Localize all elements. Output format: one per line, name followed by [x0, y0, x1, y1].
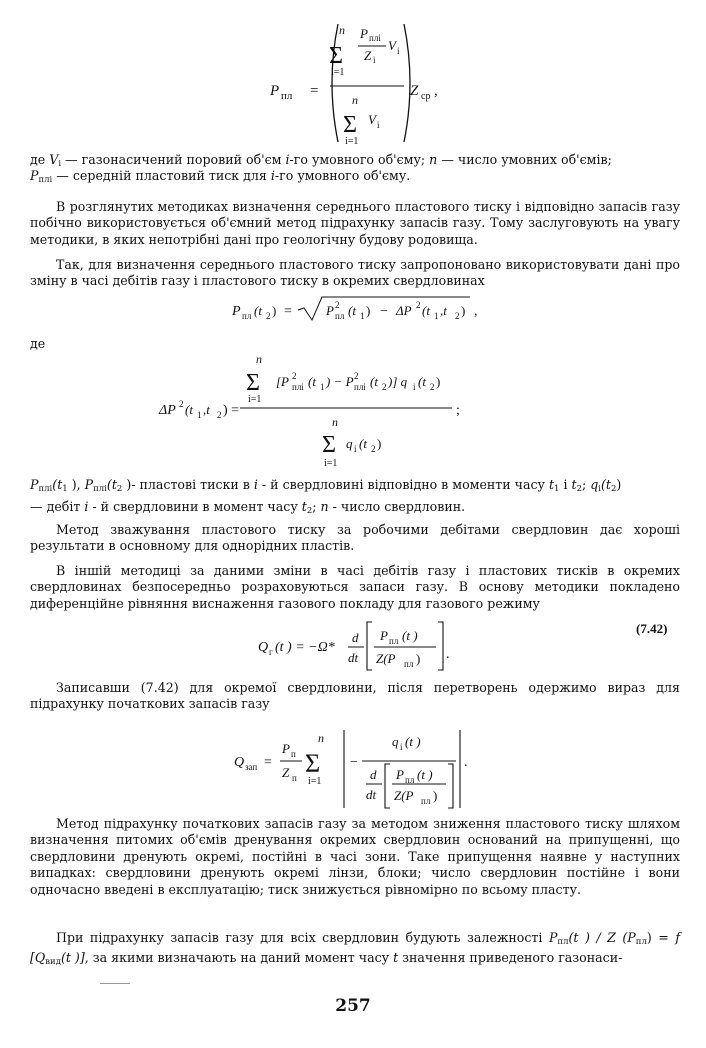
- svg-text:,: ,: [434, 83, 438, 99]
- svg-text:i: i: [397, 46, 400, 56]
- svg-text:i: i: [413, 382, 416, 392]
- svg-text:P: P: [326, 303, 334, 318]
- svg-text:): ): [433, 788, 438, 803]
- svg-text:,t: ,t: [203, 402, 210, 417]
- svg-text:2: 2: [382, 382, 387, 392]
- svg-text:=: =: [284, 304, 292, 319]
- svg-text:): ): [416, 651, 421, 666]
- svg-text:)] q: )] q: [388, 374, 408, 389]
- svg-text:i: i: [373, 55, 376, 65]
- svg-text:P: P: [360, 26, 368, 41]
- svg-text:1: 1: [197, 410, 202, 420]
- svg-text:Z: Z: [364, 48, 372, 63]
- svg-text:Q: Q: [258, 640, 269, 655]
- svg-text:пл: пл: [242, 311, 252, 321]
- svg-text:ΔP: ΔP: [396, 303, 412, 318]
- sigma-numerator: Σ: [246, 370, 260, 396]
- formula-lhs-p: P: [270, 83, 280, 99]
- paragraph-dependencies: При підрахунку запасів газу для всіх свердловин будують залежності $P_{пл}(t$ ) / Z $(P_{пл}) = f$ [$Q_{вид}(t$ )], за якими визначають на даний момент часу t значення приведеного газонаси-: [30, 930, 680, 967]
- svg-text:i=1: i=1: [308, 776, 322, 787]
- svg-text:пл: пл: [389, 636, 399, 646]
- svg-text:,: ,: [474, 304, 478, 319]
- svg-text:P: P: [232, 304, 241, 319]
- svg-text:(t: (t: [348, 303, 356, 318]
- svg-text:i=1: i=1: [248, 394, 262, 405]
- den-sigma: Σ: [343, 112, 357, 138]
- svg-text:пл: пл: [405, 775, 415, 785]
- svg-text:(t ): (t ): [405, 734, 421, 749]
- svg-text:пл: пл: [404, 659, 414, 669]
- svg-text:(t ): (t ): [417, 767, 433, 782]
- svg-text:): ): [377, 436, 382, 451]
- svg-text:d: d: [370, 767, 377, 782]
- svg-text:i: i: [400, 742, 403, 752]
- paragraph-volumetric: В розглянутих методиках визначення середнього пластового тиску і відповідно запасів газу побічно використовується об'ємний метод підрахунку запасів газу. Тому заслуговують на увагу методики, в яких непотрібні дані про геологічну будову родовища.: [30, 199, 680, 247]
- svg-text:2: 2: [371, 444, 376, 454]
- svg-text:2: 2: [335, 300, 340, 310]
- num-sigma: Σ: [329, 43, 343, 69]
- svg-text:V: V: [368, 112, 376, 127]
- svg-text:): ): [272, 303, 277, 318]
- svg-text:dt: dt: [348, 650, 359, 665]
- svg-text:(t: (t: [422, 303, 430, 318]
- svg-text:n: n: [332, 415, 338, 429]
- svg-text:.: .: [464, 755, 468, 770]
- formula-lhs-sub: пл: [281, 90, 293, 102]
- paragraph-well-equation: Записавши (7.42) для окремої свердловини, після перетворень одержимо вираз для підрахунку початкових запасів газу: [30, 680, 680, 712]
- num-sum-upper: n: [339, 23, 345, 37]
- formula-7-42: [0, 616, 706, 672]
- svg-text:2: 2: [430, 382, 435, 392]
- svg-text:.: .: [446, 647, 450, 662]
- sigma-denominator: Σ: [322, 432, 336, 458]
- svg-text:(t: (t: [308, 374, 316, 389]
- svg-text:Z: Z: [410, 83, 419, 99]
- svg-text:,t: ,t: [440, 303, 447, 318]
- svg-text:1: 1: [360, 311, 365, 321]
- svg-text:пл: пл: [421, 796, 431, 806]
- svg-text:2: 2: [455, 311, 460, 321]
- svg-text:Z(P: Z(P: [394, 788, 414, 803]
- svg-text:−: −: [380, 304, 388, 319]
- svg-text:плi: плi: [354, 382, 366, 392]
- svg-text:ср: ср: [421, 91, 431, 102]
- paragraph-pressure-method: Так, для визначення середнього пластового тиску запропоновано використовувати дані про зміну в часі дебітів газу і пластового тиску в окремих свердловинах: [30, 257, 680, 289]
- svg-text:): ): [436, 374, 441, 389]
- svg-text:): ): [366, 303, 371, 318]
- svg-text:г: г: [269, 647, 273, 657]
- svg-text:зап: зап: [245, 762, 258, 772]
- svg-text:P: P: [396, 767, 404, 782]
- svg-text:2: 2: [217, 410, 222, 420]
- svg-text:плi: плi: [292, 382, 304, 392]
- footer-rule: [100, 983, 130, 984]
- den-sum-lower: i=1: [345, 136, 359, 147]
- svg-text:Z(P: Z(P: [376, 651, 396, 666]
- svg-text:(t: (t: [254, 303, 262, 318]
- paragraph-pressure-drop-method: Метод підрахунку початкових запасів газу за методом зниження пластового тиску шляхом визначення питомих об'ємів дренування окремих свердловин оснований на припущенні, що свердловини дренують окремі, постійні в часі зони. Таке припущення наявне у наступних випадках: свердловини дренують окремі лінзи, блоки; число свердловин постійне і вони одночасно введені в експлуатацію; тиск знижується рівномірно по всьому пласту.: [30, 816, 680, 897]
- svg-text:2: 2: [266, 311, 271, 321]
- svg-text:d: d: [352, 630, 359, 645]
- svg-text:;: ;: [456, 403, 460, 418]
- svg-text:P: P: [380, 628, 388, 643]
- svg-text:n: n: [256, 352, 262, 366]
- svg-text:) − P: ) − P: [326, 374, 354, 389]
- svg-text:Z: Z: [282, 765, 290, 780]
- svg-text:1: 1: [320, 382, 325, 392]
- sigma-reserves: Σ: [305, 749, 321, 778]
- svg-text:пл: пл: [335, 311, 345, 321]
- formula-average-pressure: [0, 18, 706, 148]
- svg-text:q: q: [346, 436, 353, 451]
- svg-text:i=1: i=1: [324, 458, 338, 469]
- svg-text:−: −: [350, 755, 358, 770]
- label-where: де: [30, 336, 46, 351]
- svg-text:плi: плi: [369, 33, 381, 43]
- svg-text:=: =: [264, 755, 272, 770]
- svg-text:) =: ) =: [223, 403, 240, 418]
- svg-text:п: п: [291, 749, 296, 759]
- svg-text:2: 2: [179, 399, 184, 409]
- svg-text:2: 2: [354, 371, 359, 381]
- svg-text:Q: Q: [234, 755, 245, 770]
- den-sum-upper: n: [352, 93, 358, 107]
- svg-text:ΔP: ΔP: [159, 403, 176, 418]
- svg-text:i: i: [377, 120, 380, 130]
- svg-text:(t ) = −Ω*: (t ) = −Ω*: [275, 640, 335, 655]
- svg-text:(t: (t: [370, 374, 378, 389]
- svg-text:V: V: [388, 38, 396, 53]
- formula-delta-pressure: [0, 350, 706, 472]
- svg-text:2: 2: [292, 371, 297, 381]
- page-number: 257: [335, 996, 371, 1016]
- svg-text:q: q: [392, 734, 399, 749]
- svg-text:(t: (t: [185, 402, 193, 417]
- svg-text:2: 2: [416, 300, 421, 310]
- svg-text:P: P: [282, 741, 290, 756]
- paragraph-other-method: В іншій методиці за даними зміни в часі дебітів газу і пластових тисків в окремих свердловинах безпосередньо розраховуються запаси газу. В основу методики покладено диференційне рівняння виснаження газового покладу для газового режиму: [30, 563, 680, 611]
- svg-text:п: п: [292, 773, 297, 783]
- svg-text:=: =: [310, 83, 319, 99]
- paragraph-definitions-1: де $V_i$ — газонасичений поровий об'єм i-го умовного об'єму; n — число умовних об'ємів; $P_{плi}$ — середній пластовий тиск для i-го умовного об'єму.: [30, 152, 612, 186]
- equation-number: (7.42): [636, 621, 668, 636]
- svg-text:n: n: [318, 731, 324, 745]
- paragraph-weighting: Метод зважування пластового тиску за робочими дебітами свердловин дає хороші результати в основному для однорідних пластів.: [30, 522, 680, 554]
- svg-text:1: 1: [434, 311, 439, 321]
- svg-text:(t ): (t ): [402, 628, 418, 643]
- svg-text:(t: (t: [359, 436, 367, 451]
- formula-sqrt-pressure: [0, 294, 706, 324]
- svg-text:[P: [P: [276, 374, 289, 389]
- paragraph-definitions-2: $P_{плi}(t_1$ ), $P_{плi}(t_2$ )- пластові тиски в i - й свердловині відповідно в моменти часу $t_1$ і $t_2$; $q_i(t_2)$ — дебіт i - й свердловини в момент часу $t_2$; n - число свердловин.: [30, 477, 622, 517]
- svg-text:): ): [461, 303, 466, 318]
- svg-text:i: i: [354, 444, 357, 454]
- formula-initial-reserves: [0, 722, 706, 812]
- svg-text:dt: dt: [366, 787, 377, 802]
- num-sum-lower: i=1: [331, 67, 345, 78]
- svg-text:(t: (t: [418, 374, 426, 389]
